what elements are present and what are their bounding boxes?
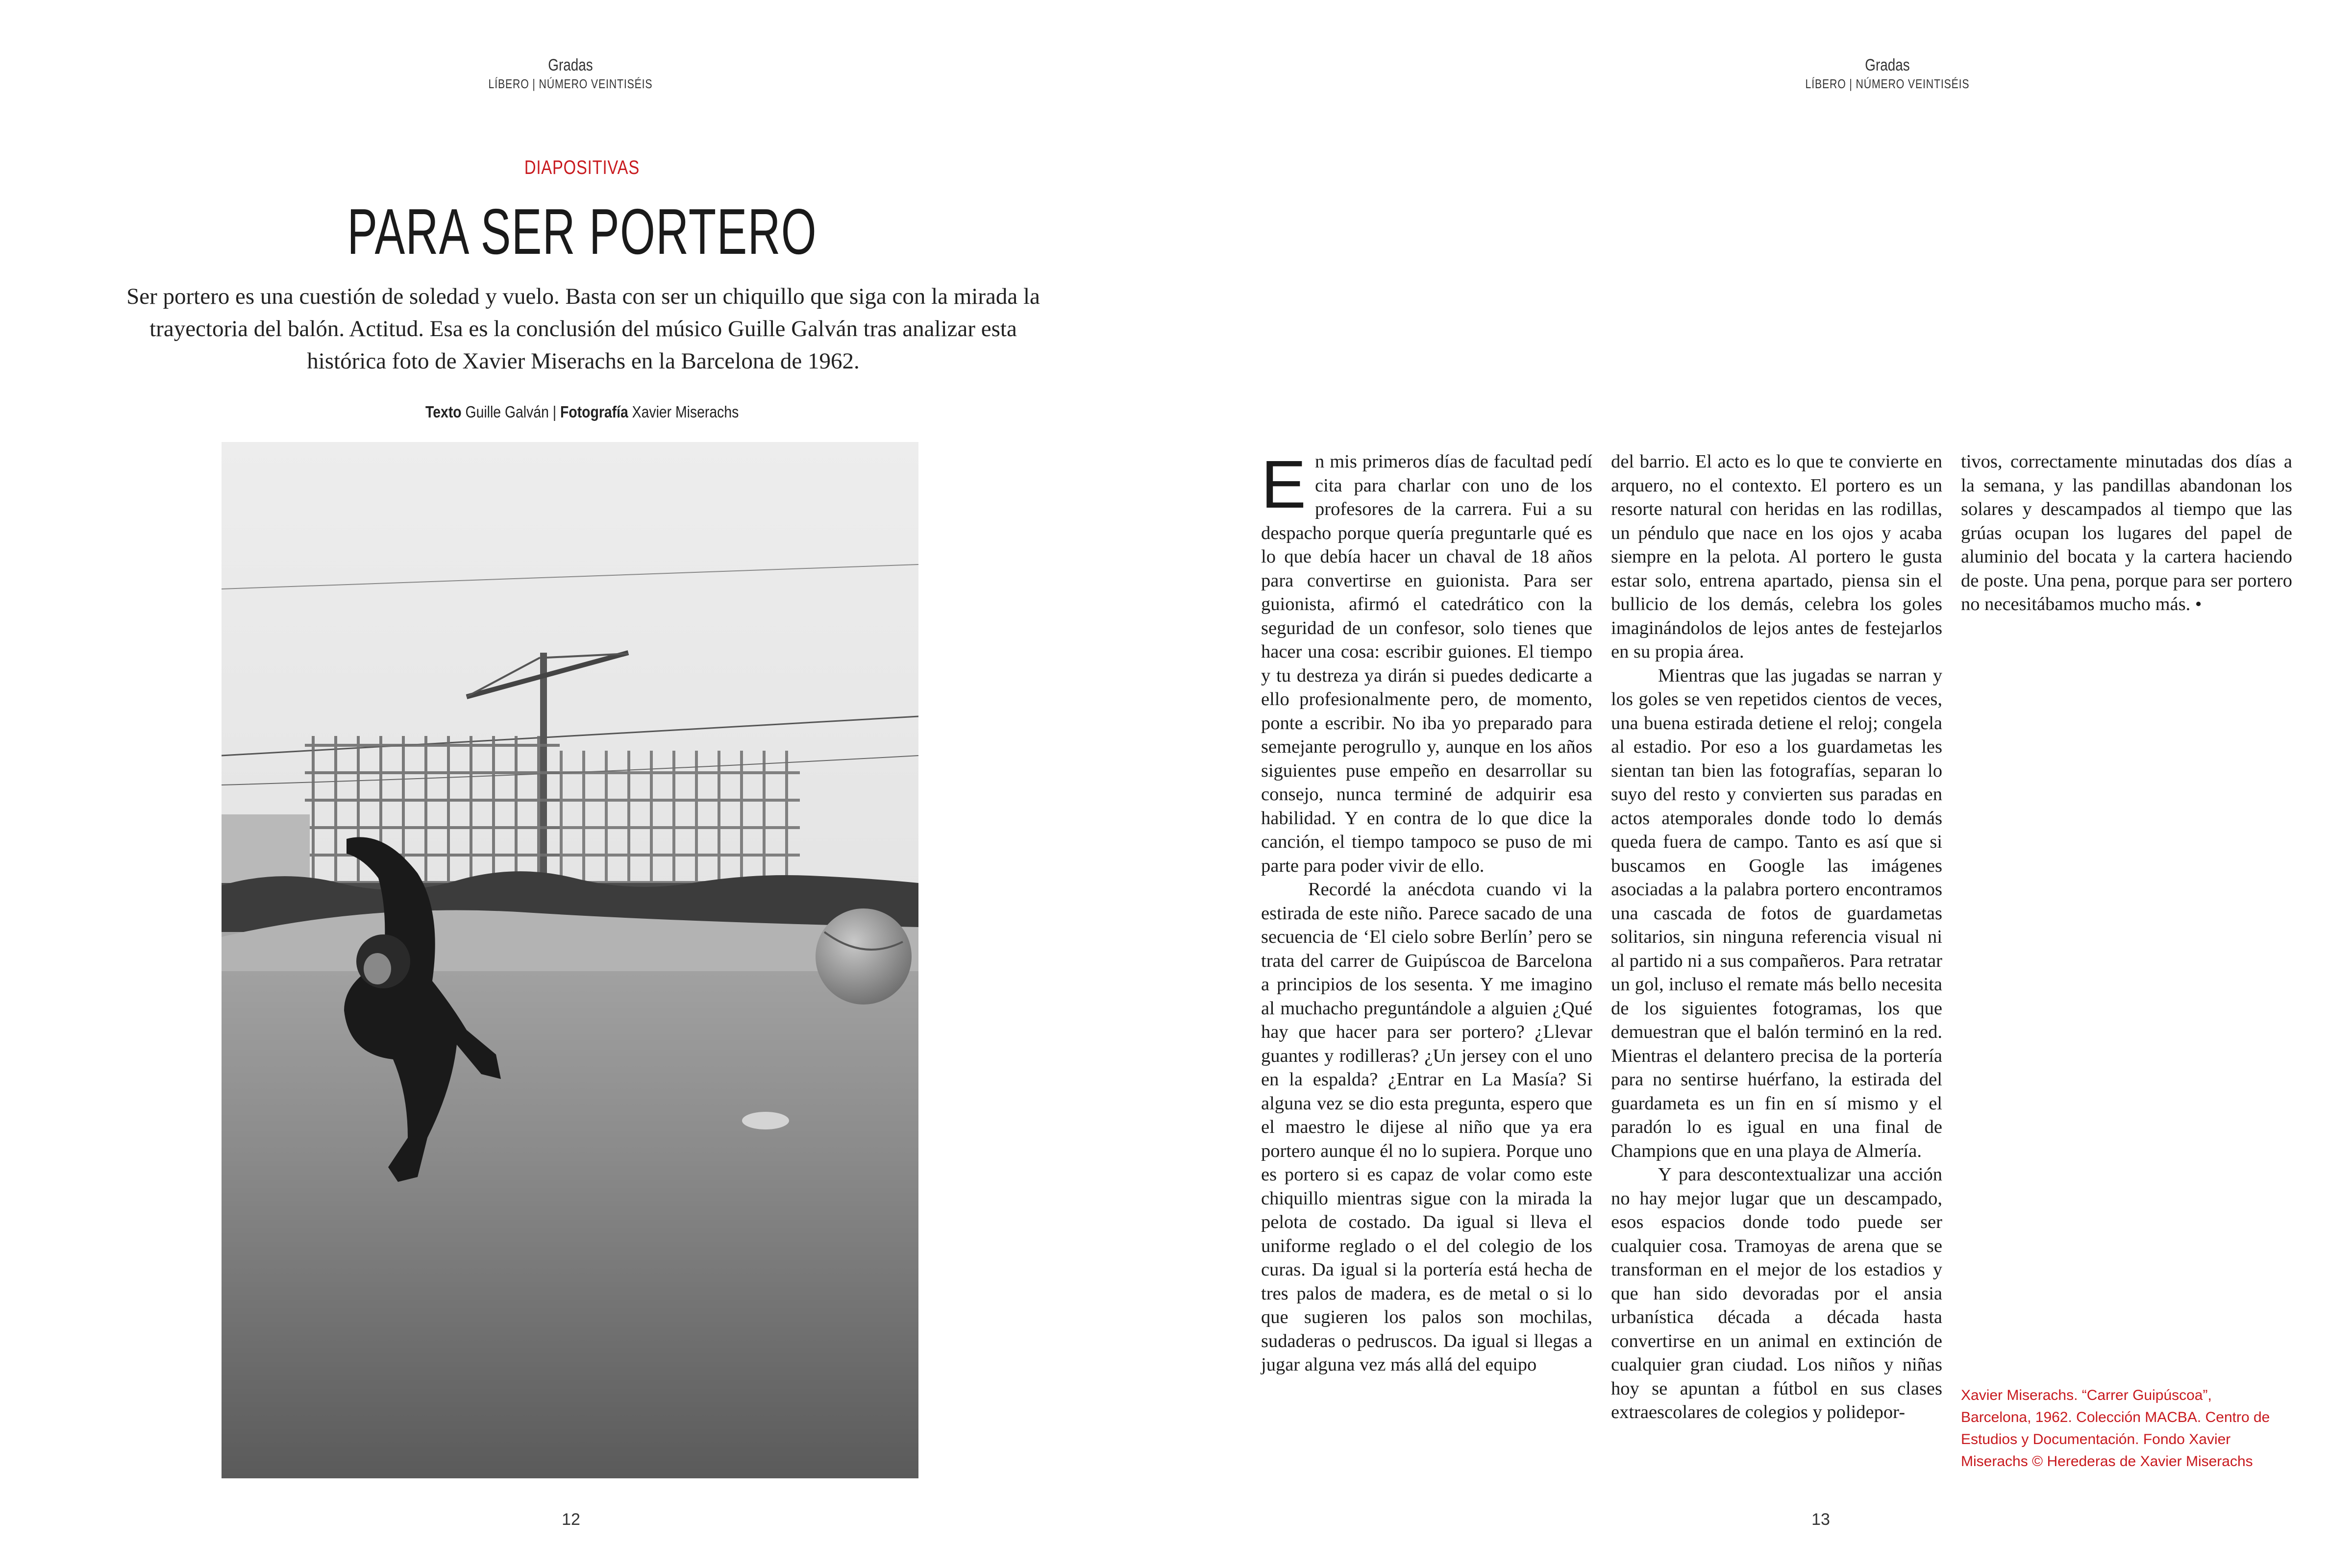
- running-head-issue: LÍBERO | NÚMERO VEINTISÉIS: [1805, 76, 1970, 91]
- article-column-2: [1611, 450, 1942, 1424]
- credit-text-label: Texto: [425, 403, 462, 421]
- page-number: 12: [562, 1510, 580, 1529]
- paragraph: Recordé la anécdota cuando vi la estirada de este niño. Parece sacado de una secuencia de ‘El cielo sobre Berlín’ pero se trata del carrer de Guipúscoa de Barcelona a principios de los sesenta. Y me imagino al muchacho preguntándole a alguien ¿Qué hay que hacer para ser portero? ¿Llevar guantes y rodilleras? ¿Un jersey con el uno en la espalda? ¿Entrar en La Masía? Si alguna vez se dio esta pregunta, espero que el maestro le dijese al niño que ya era portero aunque él no lo supiera. Porque uno es portero si es capaz de volar como este chiquillo mientras sigue con la mirada la pelota de costado. Da igual si lleva el uniforme reglado o el del colegio de los curas. Da igual si la portería está hecha de tres palos de madera, es de metal o si lo que sugieren los palos son mochilas, sudaderas o pedruscos. Da igual si llegas a jugar alguna vez más allá del equipo: [1261, 879, 1592, 1375]
- running-head-section: Gradas: [1865, 56, 1910, 74]
- kicker: DIAPOSITIVAS: [524, 157, 640, 178]
- article-column-1: [1261, 447, 1592, 1377]
- running-head-section: Gradas: [548, 56, 593, 74]
- running-head: [470, 55, 671, 92]
- paragraph: Y para descontextualizar una acción no hay mejor lugar que un descampado, esos espacios donde todo puede ser cualquier cosa. Tramoyas de arena que se transforman en el mejor de los estadios y que han sido devoradas por el ansia urbanística década a década hasta convertirse en un animal en extinción de cualquier gran ciudad. Los niños y niñas hoy se apuntan a fútbol en sus clases extraescolares de colegios y polidepor-: [1611, 1164, 1942, 1422]
- byline-credits: [0, 403, 1164, 421]
- goalkeeper-photo: [222, 442, 918, 1478]
- credit-separator: |: [552, 403, 556, 421]
- credit-photo-author: Xavier Miserachs: [632, 403, 739, 421]
- headline: PARA SER PORTERO: [347, 196, 817, 268]
- article-column-3: [1961, 450, 2292, 616]
- running-head: [1787, 55, 1988, 92]
- dropcap: E: [1261, 447, 1307, 522]
- paragraph: tivos, correctamente minutadas dos días a la semana, y las pandillas abandonan los solares y descampados al tiempo que las grúas ocupan los lugares del papel de aluminio del bocata y la cartera haciendo de poste. Una pena, porque para ser portero no necesitábamos mucho más. •: [1961, 451, 2292, 614]
- paragraph: del barrio. El acto es lo que te convierte en arquero, no el contexto. El portero es un resorte natural con heridas en las rodillas, un péndulo que nace en los ojos y acaba siempre en la pelota. Al portero le gusta estar solo, entrena apartado, piensa sin el bullicio de los demás, celebra los goles imaginándolos de lejos antes de festejarlos en su propia área.: [1611, 451, 1942, 662]
- photo-caption: Xavier Miserachs. “Carrer Guipúscoa”, Barcelona, 1962. Colección MACBA. Centro de Estudios y Documentación. Fondo Xavier Miserachs © Herederas de Xavier Miserachs: [1961, 1387, 2270, 1470]
- right-page: [1164, 0, 2328, 1568]
- page-number: 13: [1811, 1510, 1830, 1529]
- credit-photo-label: Fotografía: [560, 403, 628, 421]
- standfirst: Ser portero es una cuestión de soledad y vuelo. Basta con ser un chiquillo que siga con la mirada la trayectoria del balón. Actitud. Esa es la conclusión del músico Guille Galván tras analizar esta histórica foto de Xavier Miserachs en la Barcelona de 1962.: [126, 284, 1040, 374]
- credit-text-author: Guille Galván: [465, 403, 549, 421]
- paragraph: n mis primeros días de facultad pedí cita para charlar con uno de los profesores de la carrera. Fui a su despacho porque quería preguntarle qué es lo que debía hacer un chaval de 18 años para convertirse en guionista. Para ser guionista, afirmó el catedrático con la seguridad de un confesor, solo tienes que hacer una cosa: escribir guiones. El tiempo y tu destreza ya dirán si puedes dedicarte a ello profesionalmente pero, de momento, ponte a escribir. No iba yo preparado para semejante perogrullo y, aunque en los años siguientes puse empeño en desarrollar su consejo, nunca terminé de adquirir esa habilidad. Y en contra de lo que dice la canción, el tiempo tampoco se puso de mi parte para poder vivir de ello.: [1261, 451, 1592, 876]
- paragraph: Mientras que las jugadas se narran y los goles se ven repetidos cientos de veces, una buena estirada detiene el reloj; congela al estadio. Por eso a los guardametas les sientan tan bien las fotografías, separan lo suyo del resto y convierten sus paradas en actos atemporales donde todo lo demás queda fuera de campo. Tanto es así que si buscamos en Google las imágenes asociadas a la palabra portero encontramos una cascada de fotos de guardametas solitarios, sin ninguna referencia visual ni al partido ni a sus compañeros. Para retratar un gol, incluso el remate más bello necesita de los siguientes fotogramas, los que demuestran que el balón terminó en la red. Mientras el delantero precisa de la portería para no sentirse huérfano, la estirada del guardameta es un fin en sí mismo y el paradón lo es igual en una final de Champions que en una playa de Almería.: [1611, 665, 1942, 1161]
- running-head-issue: LÍBERO | NÚMERO VEINTISÉIS: [488, 76, 653, 91]
